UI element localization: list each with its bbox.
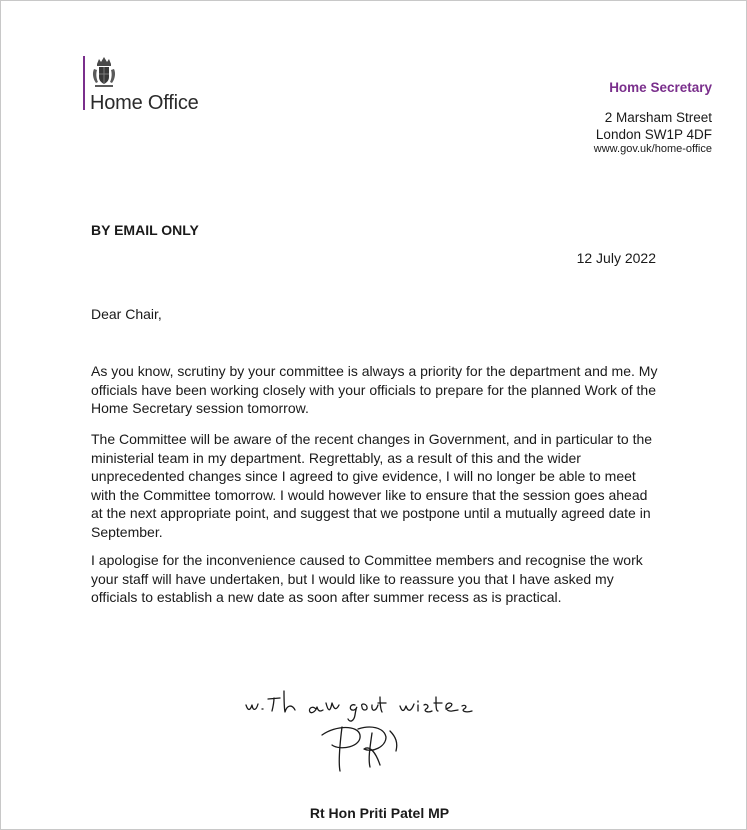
body-paragraph-2: The Committee will be aware of the recent changes in Government, and in particular to the ministerial team in my department. Regrettably, as a result of this and the wider unprecedented changes since I agreed to give evidence, I will no longer be able to meet with the Committee tomorrow. I would however like to ensure that the session goes ahead at the next appropriate point, and suggest that we postpone until a mutually agreed date in September. [91, 431, 653, 540]
organisation-name: Home Office [90, 92, 199, 114]
salutation: Dear Chair, [91, 306, 162, 322]
logo-accent-bar [83, 56, 85, 110]
handwritten-signature [240, 685, 510, 780]
delivery-method: BY EMAIL ONLY [91, 222, 199, 238]
sender-title: Home Secretary [609, 80, 712, 95]
website-link[interactable]: www.gov.uk/home-office [593, 143, 712, 155]
signatory-name: Rt Hon Priti Patel MP [309, 805, 450, 821]
address-line-2: London SW1P 4DF [595, 127, 712, 142]
address-line-1: 2 Marsham Street [604, 110, 712, 125]
royal-crest-icon [91, 55, 117, 89]
body-paragraph-3: I apologise for the inconvenience caused to Committee members and recognise the work your staff will have undertaken, but I would like to reassure you that I have asked my officials to establish a new date as soon after summer recess as is practical. [91, 552, 643, 606]
body-paragraph-1: As you know, scrutiny by your committee is always a priority for the department and me. My officials have been working closely with your officials to prepare for the planned Work of the Home Secretary session tomorrow. [91, 363, 658, 417]
letter-date: 12 July 2022 [576, 250, 656, 266]
